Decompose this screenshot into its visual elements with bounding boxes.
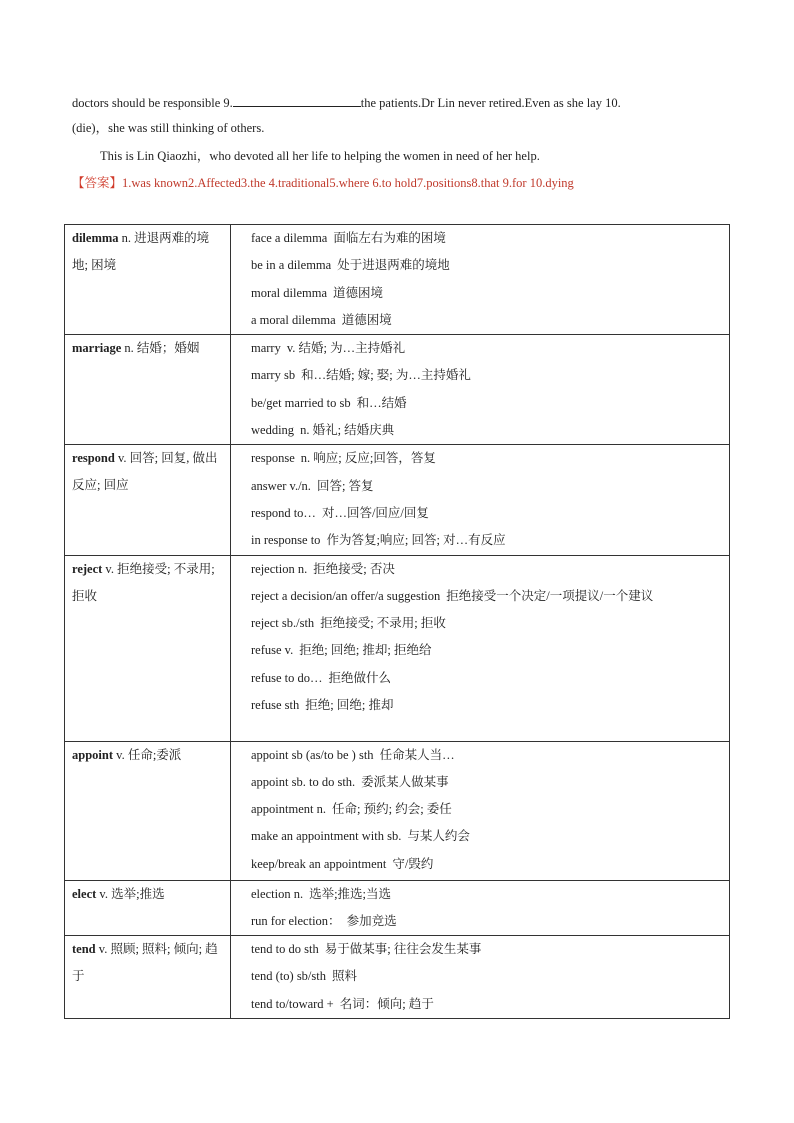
vocab-word-cell (65, 936, 231, 1019)
example-chinese: 拒绝; 回绝; 推却; 拒绝给 (299, 643, 432, 658)
example-english: tend (to) sb/sth (251, 969, 326, 984)
example-chinese: 回答; 答复 (316, 478, 374, 493)
vocab-examples-cell (231, 555, 730, 741)
example-chinese: v. 结婚; 为…主持婚礼 (286, 341, 406, 356)
example-english: tend to do sth (251, 942, 319, 957)
vocab-headword: reject (72, 561, 103, 576)
example-english: make an appointment with sb. (251, 829, 402, 844)
vocab-example-line (251, 362, 729, 389)
example-english: tend to/toward + (251, 996, 334, 1011)
example-chinese: 和…结婚; 嫁; 娶; 为…主持婚礼 (301, 368, 471, 383)
vocab-example-line (251, 665, 729, 692)
vocab-example-line (251, 225, 729, 252)
example-chinese: 对…回答/回应/回复 (321, 505, 429, 520)
vocab-word-cell (65, 741, 231, 880)
vocab-examples-cell (231, 335, 730, 445)
vocab-row (65, 741, 730, 880)
example-english: appoint sb. to do sth. (251, 774, 356, 789)
vocab-example-line (251, 637, 729, 664)
answer-text: 1.was known2.Affected3.the 4.traditional5.where 6.to hold7.positions8.that 9.for 10.dying (122, 176, 574, 190)
vocab-row (65, 445, 730, 555)
example-chinese: 参加竞选 (346, 913, 397, 928)
example-english: marry (251, 341, 281, 356)
vocab-example-line (251, 823, 729, 850)
example-english: appointment n. (251, 802, 326, 817)
example-chinese: 任命某人当… (379, 747, 455, 762)
vocab-examples-cell (231, 741, 730, 880)
vocab-word-cell (65, 880, 231, 936)
vocab-row (65, 936, 730, 1019)
vocab-examples-cell (231, 225, 730, 335)
answer-line (72, 171, 720, 196)
vocab-definition: v. 拒绝接受; 不录用; 拒收 (72, 561, 215, 603)
vocab-word-cell (65, 225, 231, 335)
example-english: in response to (251, 533, 321, 548)
vocab-example-line (251, 851, 729, 878)
vocab-row (65, 335, 730, 445)
vocab-word-cell (65, 445, 231, 555)
vocab-example-line (251, 796, 729, 823)
example-chinese: 拒绝接受一个决定/一项提议/一个建议 (446, 588, 654, 603)
example-english: reject a decision/an offer/a suggestion (251, 588, 441, 603)
example-chinese: n. 婚礼; 结婚庆典 (300, 423, 395, 438)
example-english: marry sb (251, 368, 296, 383)
example-english: refuse v. (251, 643, 294, 658)
example-english: run for election： (251, 913, 341, 928)
vocab-definition: n. 进退两难的境地; 困境 (72, 231, 210, 272)
passage-line-1 (72, 91, 720, 141)
vocab-example-line (251, 445, 729, 472)
vocab-table (64, 224, 730, 1019)
example-chinese: 委派某人做某事 (361, 774, 449, 789)
vocab-example-line (251, 908, 729, 935)
vocab-example-line (251, 583, 729, 610)
vocab-word-cell (65, 335, 231, 445)
passage-text-1a: doctors should be responsible 9. (72, 96, 233, 110)
blank-9 (233, 94, 361, 107)
example-chinese: 拒绝接受; 不录用; 拒收 (320, 616, 446, 631)
example-english: face a dilemma (251, 231, 328, 245)
vocab-row (65, 880, 730, 936)
example-english: be/get married to sb (251, 395, 351, 410)
answer-tag: 【答案】 (72, 176, 123, 190)
vocab-example-line (251, 610, 729, 637)
example-english: refuse to do… (251, 670, 323, 685)
vocab-example-line (251, 473, 729, 500)
example-english: moral dilemma (251, 285, 328, 300)
example-english: election n. (251, 886, 304, 901)
vocab-headword: tend (72, 942, 96, 957)
vocab-example-line (251, 417, 729, 444)
example-chinese: 处于进退两难的境地 (337, 258, 450, 273)
example-chinese: 拒绝; 回绝; 推却 (305, 698, 394, 713)
example-english: respond to… (251, 505, 316, 520)
vocab-definition: v. 回答; 回复, 做出反应; 回应 (72, 451, 218, 493)
example-chinese: 任命; 预约; 约会; 委任 (332, 802, 452, 817)
example-chinese: 拒绝接受; 否决 (313, 561, 395, 576)
example-english: refuse sth (251, 698, 300, 713)
vocab-definition: v. 任命;委派 (113, 747, 182, 762)
vocab-examples-cell (231, 445, 730, 555)
vocab-headword: dilemma (72, 231, 119, 245)
vocab-example-line (251, 390, 729, 417)
vocab-example-line (251, 936, 729, 963)
example-chinese: 作为答复;响应; 回答; 对…有反应 (326, 533, 506, 548)
example-english: keep/break an appointment (251, 856, 387, 871)
vocab-definition: n. 结婚；婚姻 (121, 341, 200, 356)
vocab-example-line (251, 280, 729, 307)
example-english: rejection n. (251, 561, 308, 576)
vocab-example-line (251, 881, 729, 908)
vocab-example-line (251, 963, 729, 990)
example-chinese: 道德困境 (341, 312, 392, 327)
example-english: reject sb./sth (251, 616, 315, 631)
vocab-example-line (251, 556, 729, 583)
example-english: wedding (251, 423, 295, 438)
passage-line-3: This is Lin Qiaozhi，who devoted all her life to helping the women in need of her help. (100, 149, 540, 163)
example-chinese: 易于做某事; 往往会发生某事 (324, 942, 482, 957)
vocab-definition: v. 选举;推选 (96, 886, 165, 901)
example-chinese: 照料 (332, 969, 358, 984)
example-english: response (251, 451, 295, 466)
vocab-definition: v. 照顾; 照料; 倾向; 趋于 (72, 942, 218, 984)
example-chinese: 选举;推选;当选 (309, 886, 392, 901)
vocab-headword: respond (72, 451, 115, 466)
vocab-row (65, 555, 730, 741)
vocab-headword: marriage (72, 341, 122, 356)
vocab-headword: appoint (72, 747, 113, 762)
example-chinese: 道德困境 (333, 285, 384, 300)
example-english: appoint sb (as/to be ) sth (251, 747, 374, 762)
vocab-example-line (251, 527, 729, 554)
example-chinese: 拒绝做什么 (328, 670, 392, 685)
example-chinese: 与某人约会 (407, 829, 470, 844)
example-english: be in a dilemma (251, 258, 332, 273)
example-english: answer v./n. (251, 478, 311, 493)
example-chinese: 名词：倾向; 趋于 (339, 996, 434, 1011)
passage-text-2: (die)，she was still thinking of others. (72, 121, 265, 135)
vocab-example-line (251, 742, 729, 769)
vocab-example-line (251, 769, 729, 796)
vocab-example-line (251, 500, 729, 527)
example-chinese: 和…结婚 (356, 395, 407, 410)
vocab-row (65, 225, 730, 335)
vocab-word-cell (65, 555, 231, 741)
example-english: a moral dilemma (251, 312, 336, 327)
vocab-examples-cell (231, 880, 730, 936)
vocab-example-line (251, 991, 729, 1018)
vocab-headword: elect (72, 886, 97, 901)
example-chinese: 守/毁约 (392, 856, 434, 871)
example-chinese: n. 响应; 反应;回答，答复 (300, 451, 436, 466)
vocab-examples-cell (231, 936, 730, 1019)
vocab-example-line (251, 335, 729, 362)
example-chinese: 面临左右为难的困境 (333, 231, 446, 245)
vocab-example-line (251, 692, 729, 719)
passage-text-1b: the patients.Dr Lin never retired.Even as she lay 10. (360, 96, 621, 110)
vocab-example-line (251, 252, 729, 279)
vocab-example-line (251, 307, 729, 334)
